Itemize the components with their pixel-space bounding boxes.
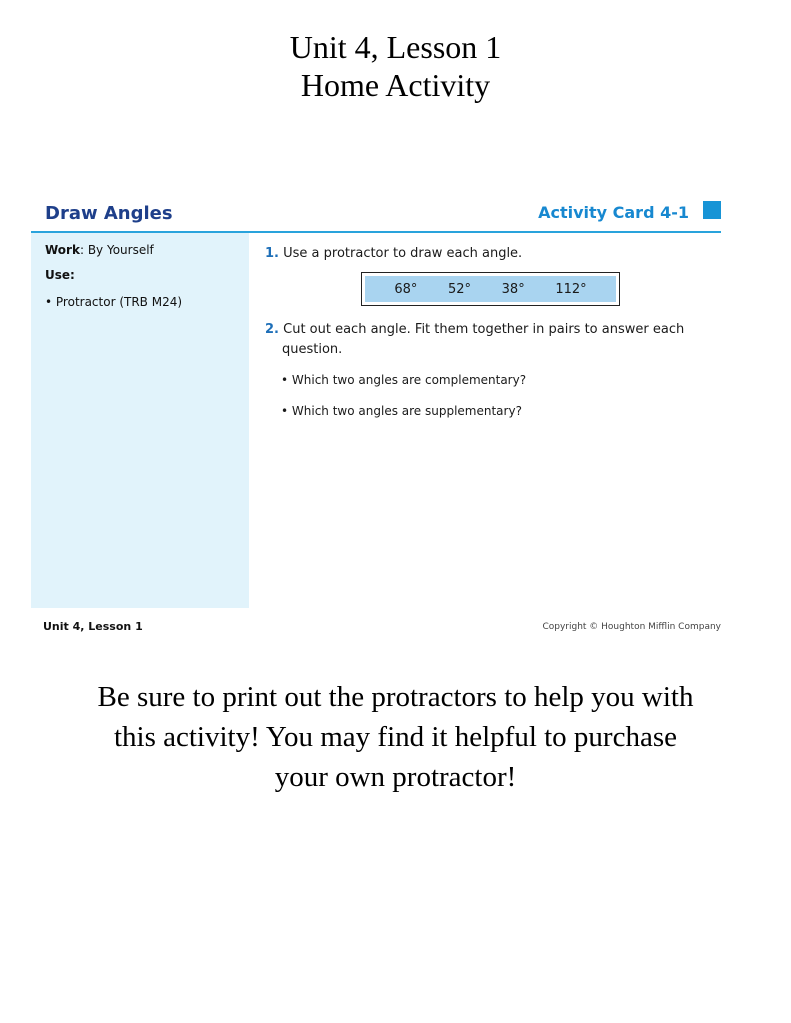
bullet-icon: • bbox=[45, 295, 56, 309]
angle-value: 52° bbox=[447, 281, 472, 297]
card-title: Draw Angles bbox=[45, 203, 173, 224]
page-title-line-2: Home Activity bbox=[300, 67, 491, 103]
step-2-text-2: question. bbox=[282, 342, 343, 357]
step-2-line-1 bbox=[265, 320, 711, 340]
question-item bbox=[281, 373, 526, 387]
angle-value: 68° bbox=[394, 281, 418, 297]
card-footer-lesson: Unit 4, Lesson 1 bbox=[43, 620, 143, 633]
instruction-note bbox=[24, 677, 767, 797]
step-1 bbox=[265, 244, 705, 264]
card-label: Activity Card 4-1 bbox=[538, 203, 689, 222]
bullet-icon: • bbox=[281, 373, 292, 387]
angles-box bbox=[361, 272, 620, 306]
card-footer-copyright: Copyright © Houghton Mifflin Company bbox=[542, 622, 721, 632]
angles-list bbox=[365, 276, 616, 302]
angle-value: 112° bbox=[555, 281, 587, 297]
note-line-2: this activity! You may find it helpful to purchase bbox=[113, 721, 677, 753]
question-text: Which two angles are complementary? bbox=[291, 373, 527, 387]
bullet-icon: • bbox=[281, 404, 292, 418]
note-line-3: your own protractor! bbox=[274, 761, 517, 793]
page-title bbox=[0, 28, 791, 104]
activity-card bbox=[31, 195, 721, 640]
use-label: Use: bbox=[45, 268, 75, 282]
question-item bbox=[281, 404, 522, 418]
step-2-text-1: Cut out each angle. Fit them together in pairs to answer each bbox=[283, 322, 685, 337]
card-corner-square bbox=[703, 201, 721, 219]
note-line-1: Be sure to print out the protractors to help you with bbox=[97, 681, 694, 713]
question-text: Which two angles are supplementary? bbox=[291, 404, 522, 418]
angle-value: 38° bbox=[501, 281, 525, 297]
work-row bbox=[45, 243, 154, 257]
card-sidebar bbox=[31, 233, 249, 608]
step-1-text: Use a protractor to draw each angle. bbox=[283, 246, 523, 261]
work-label: Work bbox=[45, 243, 80, 257]
page-title-line-1: Unit 4, Lesson 1 bbox=[289, 29, 502, 65]
step-2-number: 2. bbox=[265, 322, 279, 337]
step-2 bbox=[265, 320, 711, 360]
work-colon: : bbox=[79, 243, 88, 257]
work-value: By Yourself bbox=[87, 243, 154, 257]
use-row bbox=[45, 268, 75, 282]
step-1-number: 1. bbox=[265, 246, 279, 261]
materials-item bbox=[45, 295, 182, 309]
materials-item-text: Protractor (TRB M24) bbox=[55, 295, 183, 309]
